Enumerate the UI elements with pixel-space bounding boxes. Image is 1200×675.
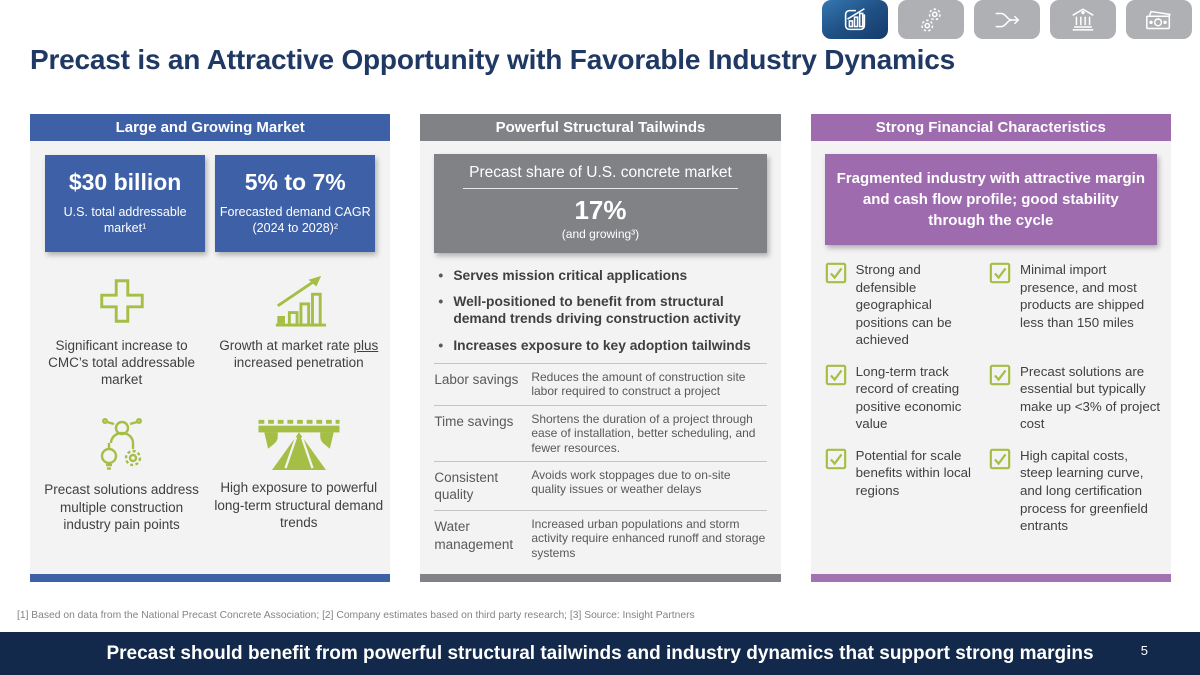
solutions-icon: [94, 416, 150, 472]
growth-chart-icon: [268, 274, 330, 328]
financial-column-footer-bar: [811, 574, 1171, 582]
table-row-desc: Reduces the amount of construction site labor required to construct a project: [531, 369, 746, 399]
page-title: Precast is an Attractive Opportunity with Favorable Industry Dynamics: [30, 44, 955, 75]
bottom-banner: [0, 632, 1200, 675]
check-text: Potential for scale benefits within local regions: [855, 447, 971, 499]
table-row-label: Consistent quality: [434, 469, 499, 503]
stat-value: 5% to 7%: [244, 169, 346, 195]
bar-chart-icon: [840, 5, 870, 35]
checkbox-icon: [989, 448, 1011, 470]
table-row-label: Time savings: [434, 413, 514, 429]
precast-share-box: [434, 154, 766, 253]
precast-share-label: Precast share of U.S. concrete market: [442, 164, 758, 189]
check-text: Minimal import presence, and most products are shipped less than 150 miles: [1020, 262, 1145, 330]
feature-pain-points: [36, 416, 207, 533]
bank-icon: [1068, 5, 1098, 35]
feature-addressable-increase: [36, 274, 207, 389]
feature-text: High exposure to powerful long-term structural demand trends: [214, 480, 384, 530]
check-item: [825, 447, 981, 535]
tailwinds-column-footer-bar: [420, 574, 780, 582]
table-row-desc: Avoids work stoppages due to on-site quality issues or weather delays: [531, 467, 731, 497]
table-row: [434, 405, 766, 461]
table-row-label: Labor savings: [434, 371, 519, 387]
nav-tabs: [822, 0, 1192, 39]
tailwinds-column-header: Powerful Structural Tailwinds: [420, 114, 780, 141]
tailwinds-column: [420, 114, 780, 582]
table-row: [434, 461, 766, 510]
check-item: [989, 261, 1161, 349]
check-text: Long-term track record of creating positive economic value: [855, 363, 962, 432]
bullet-item: • Well-positioned to benefit from structural demand trends driving construction activity: [434, 293, 766, 327]
checkbox-icon: [825, 448, 847, 470]
checkbox-icon: [825, 364, 847, 386]
tab-market-chart[interactable]: [822, 0, 888, 39]
check-item: [989, 447, 1161, 535]
footnote: [1] Based on data from the National Precast Concrete Association; [2] Company estimates based on third party research; [3] Source: Insight Partners: [17, 610, 695, 621]
financial-checklist: [825, 261, 1161, 535]
table-row-desc: Shortens the duration of a project through ease of installation, better scheduling, and fewer resources.: [531, 411, 756, 455]
market-column: [30, 114, 390, 582]
financial-column-header: Strong Financial Characteristics: [811, 114, 1171, 141]
merge-arrow-icon: [992, 5, 1022, 35]
checkbox-icon: [825, 262, 847, 284]
feature-growth-penetration: [213, 274, 384, 389]
stat-box-addressable-market: [45, 155, 205, 252]
feature-text: Precast solutions address multiple construction industry pain points: [44, 482, 199, 532]
table-row: [434, 510, 766, 566]
precast-share-value: 17%: [574, 195, 627, 225]
financial-highlight-box: Fragmented industry with attractive margin and cash flow profile; good stability through the cycle: [825, 154, 1157, 245]
checkbox-icon: [989, 364, 1011, 386]
stat-box-demand-cagr: [215, 155, 375, 252]
bridge-icon: [254, 416, 344, 470]
page-number: 5: [1140, 643, 1148, 658]
stat-label: Forecasted demand CAGR (2024 to 2028)²: [219, 205, 371, 236]
feature-structural-demand: [213, 416, 384, 533]
market-features: [36, 274, 384, 534]
tab-financials[interactable]: [1050, 0, 1116, 39]
content-columns: [30, 114, 1171, 582]
market-column-header: Large and Growing Market: [30, 114, 390, 141]
tailwinds-table: [434, 363, 766, 566]
feature-text: Growth at market rate plus increased penetration: [219, 337, 379, 370]
banner-text: Precast should benefit from powerful structural tailwinds and industry dynamics that support strong margins: [106, 642, 1094, 664]
check-text: Strong and defensible geographical positions can be achieved: [855, 262, 952, 348]
market-column-footer-bar: [30, 574, 390, 582]
check-text: Precast solutions are essential but typically make up <3% of project cost: [1020, 363, 1161, 432]
tab-valuation[interactable]: [1126, 0, 1192, 39]
stat-value: $30 billion: [68, 169, 182, 195]
gears-icon: [916, 5, 946, 35]
bullet-item: • Serves mission critical applications: [434, 267, 766, 284]
feature-text: Significant increase to CMC’s total addressable market: [48, 337, 195, 388]
plus-icon: [95, 274, 149, 328]
market-stats: [45, 155, 375, 252]
check-item: [825, 261, 981, 349]
precast-share-note: (and growing³): [561, 227, 640, 241]
table-row-desc: Increased urban populations and storm activity require enhanced runoff and storage systems: [531, 516, 766, 560]
banknote-icon: [1143, 5, 1175, 35]
tab-operations[interactable]: [898, 0, 964, 39]
tab-integration[interactable]: [974, 0, 1040, 39]
check-item: [825, 363, 981, 433]
tailwinds-bullets: [434, 267, 766, 354]
check-text: High capital costs, steep learning curve, and long certification process for greenfield entrants: [1020, 447, 1148, 534]
check-item: [989, 363, 1161, 433]
table-row: [434, 363, 766, 405]
bullet-item: • Increases exposure to key adoption tailwinds: [434, 337, 766, 354]
table-row-label: Water management: [434, 518, 514, 552]
checkbox-icon: [989, 262, 1011, 284]
stat-label: U.S. total addressable market¹: [63, 205, 187, 236]
financial-column: [811, 114, 1171, 582]
